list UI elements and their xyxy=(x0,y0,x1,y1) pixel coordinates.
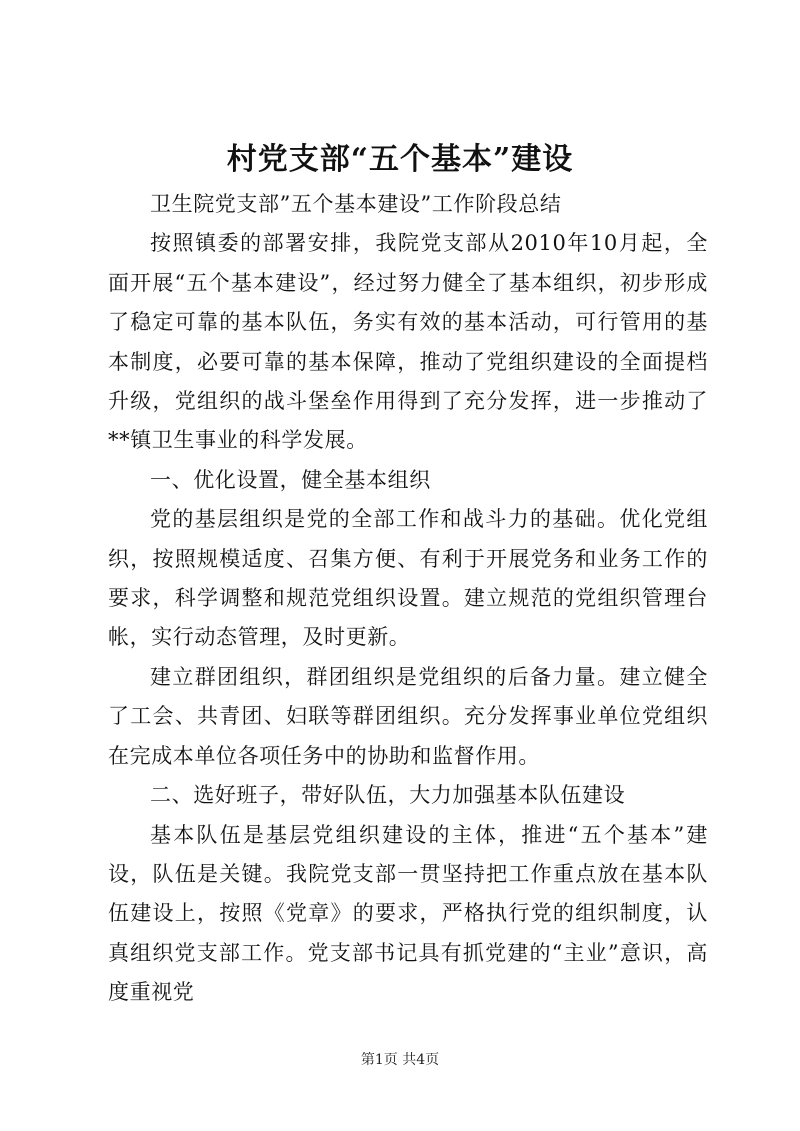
body-paragraph: 建立群团组织，群团组织是党组织的后备力量。建立健全了工会、共青团、妇联等群团组织。充分发挥事业单位党组织在完成本单位各项任务中的协助和监督作用。 xyxy=(108,664,708,768)
body-paragraph: 基本队伍是基层党组织建设的主体，推进“五个基本”建设，队伍是关键。我院党支部一贯坚持把工作重点放在基本队伍建设上，按照《党章》的要求，严格执行党的组织制度，认真组织党支部工作。党支部书记具有抓党建的“主业”意识，高度重视党 xyxy=(108,822,708,1005)
section-heading: 一、优化设置，健全基本组织 xyxy=(150,467,431,492)
page-footer: 第1页 共4页 xyxy=(360,1052,440,1068)
document-body xyxy=(108,185,708,1013)
body-paragraph: 按照镇委的部署安排，我院党支部从2010年10月起，全面开展“五个基本建设”，经过努力健全了基本组织，初步形成了稳定可靠的基本队伍，务实有效的基本活动，可行管用的基本制度，必要可靠的基本保障，推动了党组织建设的全面提档升级，党组织的战斗堡垒作用得到了充分发挥，进一步推动了**镇卫生事业的科学发展。 xyxy=(108,231,708,453)
subtitle-paragraph: 卫生院党支部”五个基本建设”工作阶段总结 xyxy=(150,192,562,216)
body-paragraph: 党的基层组织是党的全部工作和战斗力的基础。优化党组织，按照规模适度、召集方便、有利于开展党务和业务工作的要求，科学调整和规范党组织设置。建立规范的党组织管理台帐，实行动态管理，及时更新。 xyxy=(108,507,708,650)
document-title: 村党支部“五个基本”建设 xyxy=(226,142,574,177)
section-heading: 二、选好班子，带好队伍，大力加强基本队伍建设 xyxy=(150,783,626,808)
